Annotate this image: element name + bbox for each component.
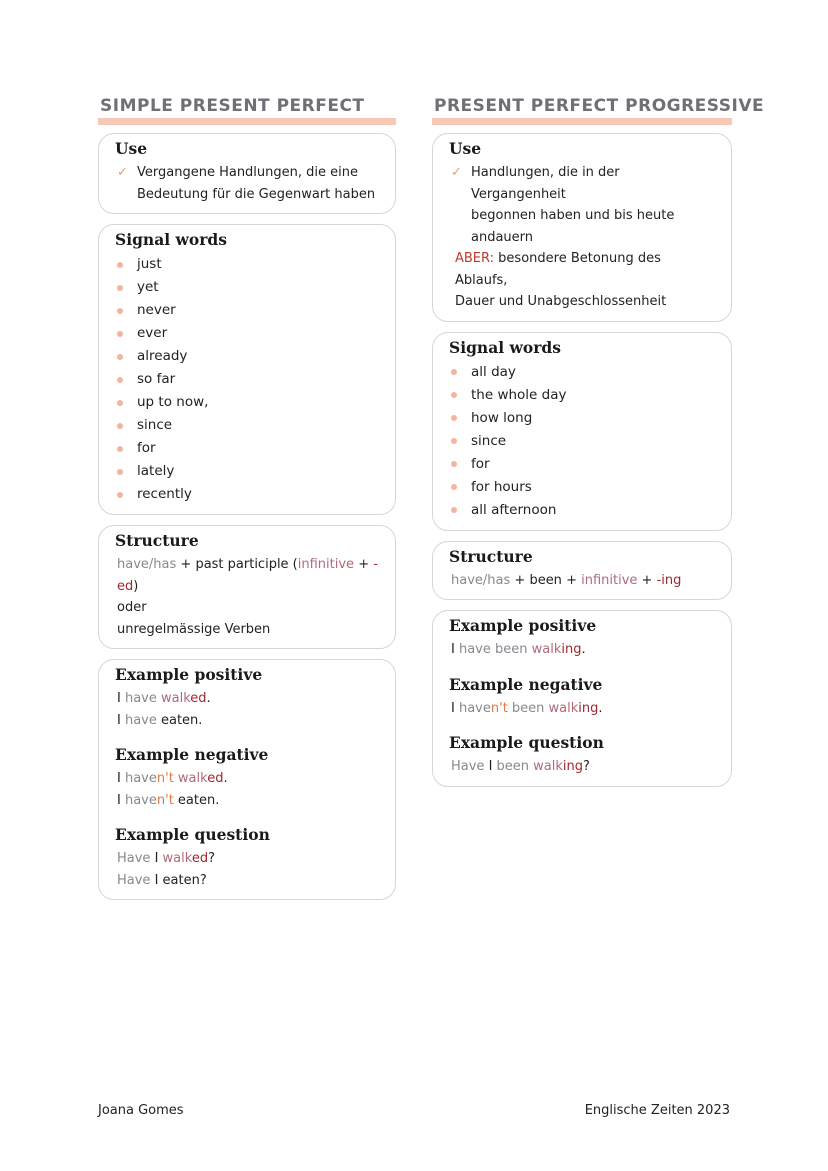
list-item: for [451,453,717,476]
footer-author: Joana Gomes [98,1103,184,1118]
aber-note-continued: Dauer und Unabgeschlossenheit [455,294,667,309]
signal-words-list [451,361,717,522]
list-item: how long [451,407,717,430]
example-negative-heading: Example negative [115,745,269,764]
check-icon: ✓ [451,165,462,180]
example-line: I have walked. [117,691,211,706]
bullet-icon [117,377,123,383]
list-item: the whole day [451,384,717,407]
structure-card [98,525,396,649]
list-item: already [117,345,381,368]
list-item: since [451,430,717,453]
check-icon: ✓ [117,165,128,180]
bullet-icon [117,400,123,406]
bullet-icon [117,308,123,314]
example-line: I haven't been walking. [451,700,603,716]
example-negative-heading: Example negative [449,674,603,694]
bullet-icon [451,507,457,513]
bullet-icon [451,369,457,375]
list-item: up to now, [117,391,381,414]
list-item: for [117,437,381,460]
use-card [432,133,732,322]
example-positive-heading: Example positive [115,665,263,684]
list-item: never [117,299,381,322]
structure-oder: oder [117,600,147,615]
list-item: since [117,414,381,437]
structure-formula: have/has + past participle (infinitive + -ed) [117,557,378,594]
simple-present-perfect-column [98,96,396,910]
use-card [98,133,396,214]
example-question-heading: Example question [449,733,604,752]
list-item: all day [451,361,717,384]
aber-note: ABER: besondere Betonung des Ablaufs, [455,251,661,288]
section-title: PRESENT PERFECT PROGRESSIVE [432,96,732,125]
signal-words-heading: Signal words [115,230,227,249]
example-question-heading: Example question [115,825,270,844]
present-perfect-progressive-column [432,96,765,797]
structure-irregular: unregelmässige Verben [117,621,271,637]
structure-formula: have/has + been + infinitive + -ing [451,572,682,588]
list-item: all afternoon [451,499,717,522]
signal-words-heading: Signal words [449,337,561,357]
signal-words-card [98,224,396,515]
list-item: yet [117,276,381,299]
list-item: ever [117,322,381,345]
use-heading: Use [449,139,482,158]
bullet-icon [451,392,457,398]
list-item: just [117,253,381,276]
example-line: I have been walking. [451,642,586,657]
bullet-icon [451,484,457,490]
example-line: Have I walked? [117,851,215,866]
structure-heading: Structure [449,546,533,566]
bullet-icon [117,492,123,498]
structure-card [432,541,732,601]
use-heading: Use [115,139,148,158]
bullet-icon [117,285,123,291]
use-text: Vergangene Handlungen, die eine Bedeutung für die Gegenwart haben [137,165,376,202]
section-title: SIMPLE PRESENT PERFECT [98,96,396,125]
footer-doc-title: Englische Zeiten 2023 [584,1103,730,1118]
bullet-icon [451,461,457,467]
bullet-icon [117,446,123,452]
example-line: I haven't eaten. [117,792,220,808]
bullet-icon [451,438,457,444]
example-line: I haven't walked. [117,771,228,786]
list-item: so far [117,368,381,391]
bullet-icon [117,423,123,429]
example-positive-heading: Example positive [449,616,597,635]
examples-card [432,610,732,787]
bullet-icon [451,415,457,421]
signal-words-card [432,332,732,531]
list-item: recently [117,483,381,506]
bullet-icon [117,469,123,475]
example-line: I have eaten. [117,712,203,728]
list-item: for hours [451,476,717,499]
example-line: Have I eaten? [117,872,207,888]
use-text: Handlungen, die in der Vergangenheit begonnen haben und bis heute andauern [471,165,675,245]
bullet-icon [117,354,123,360]
examples-card [98,659,396,900]
bullet-icon [117,262,123,268]
list-item: lately [117,460,381,483]
example-line: Have I been walking? [451,759,590,774]
bullet-icon [117,331,123,337]
structure-heading: Structure [115,531,199,550]
signal-words-list [117,253,381,506]
